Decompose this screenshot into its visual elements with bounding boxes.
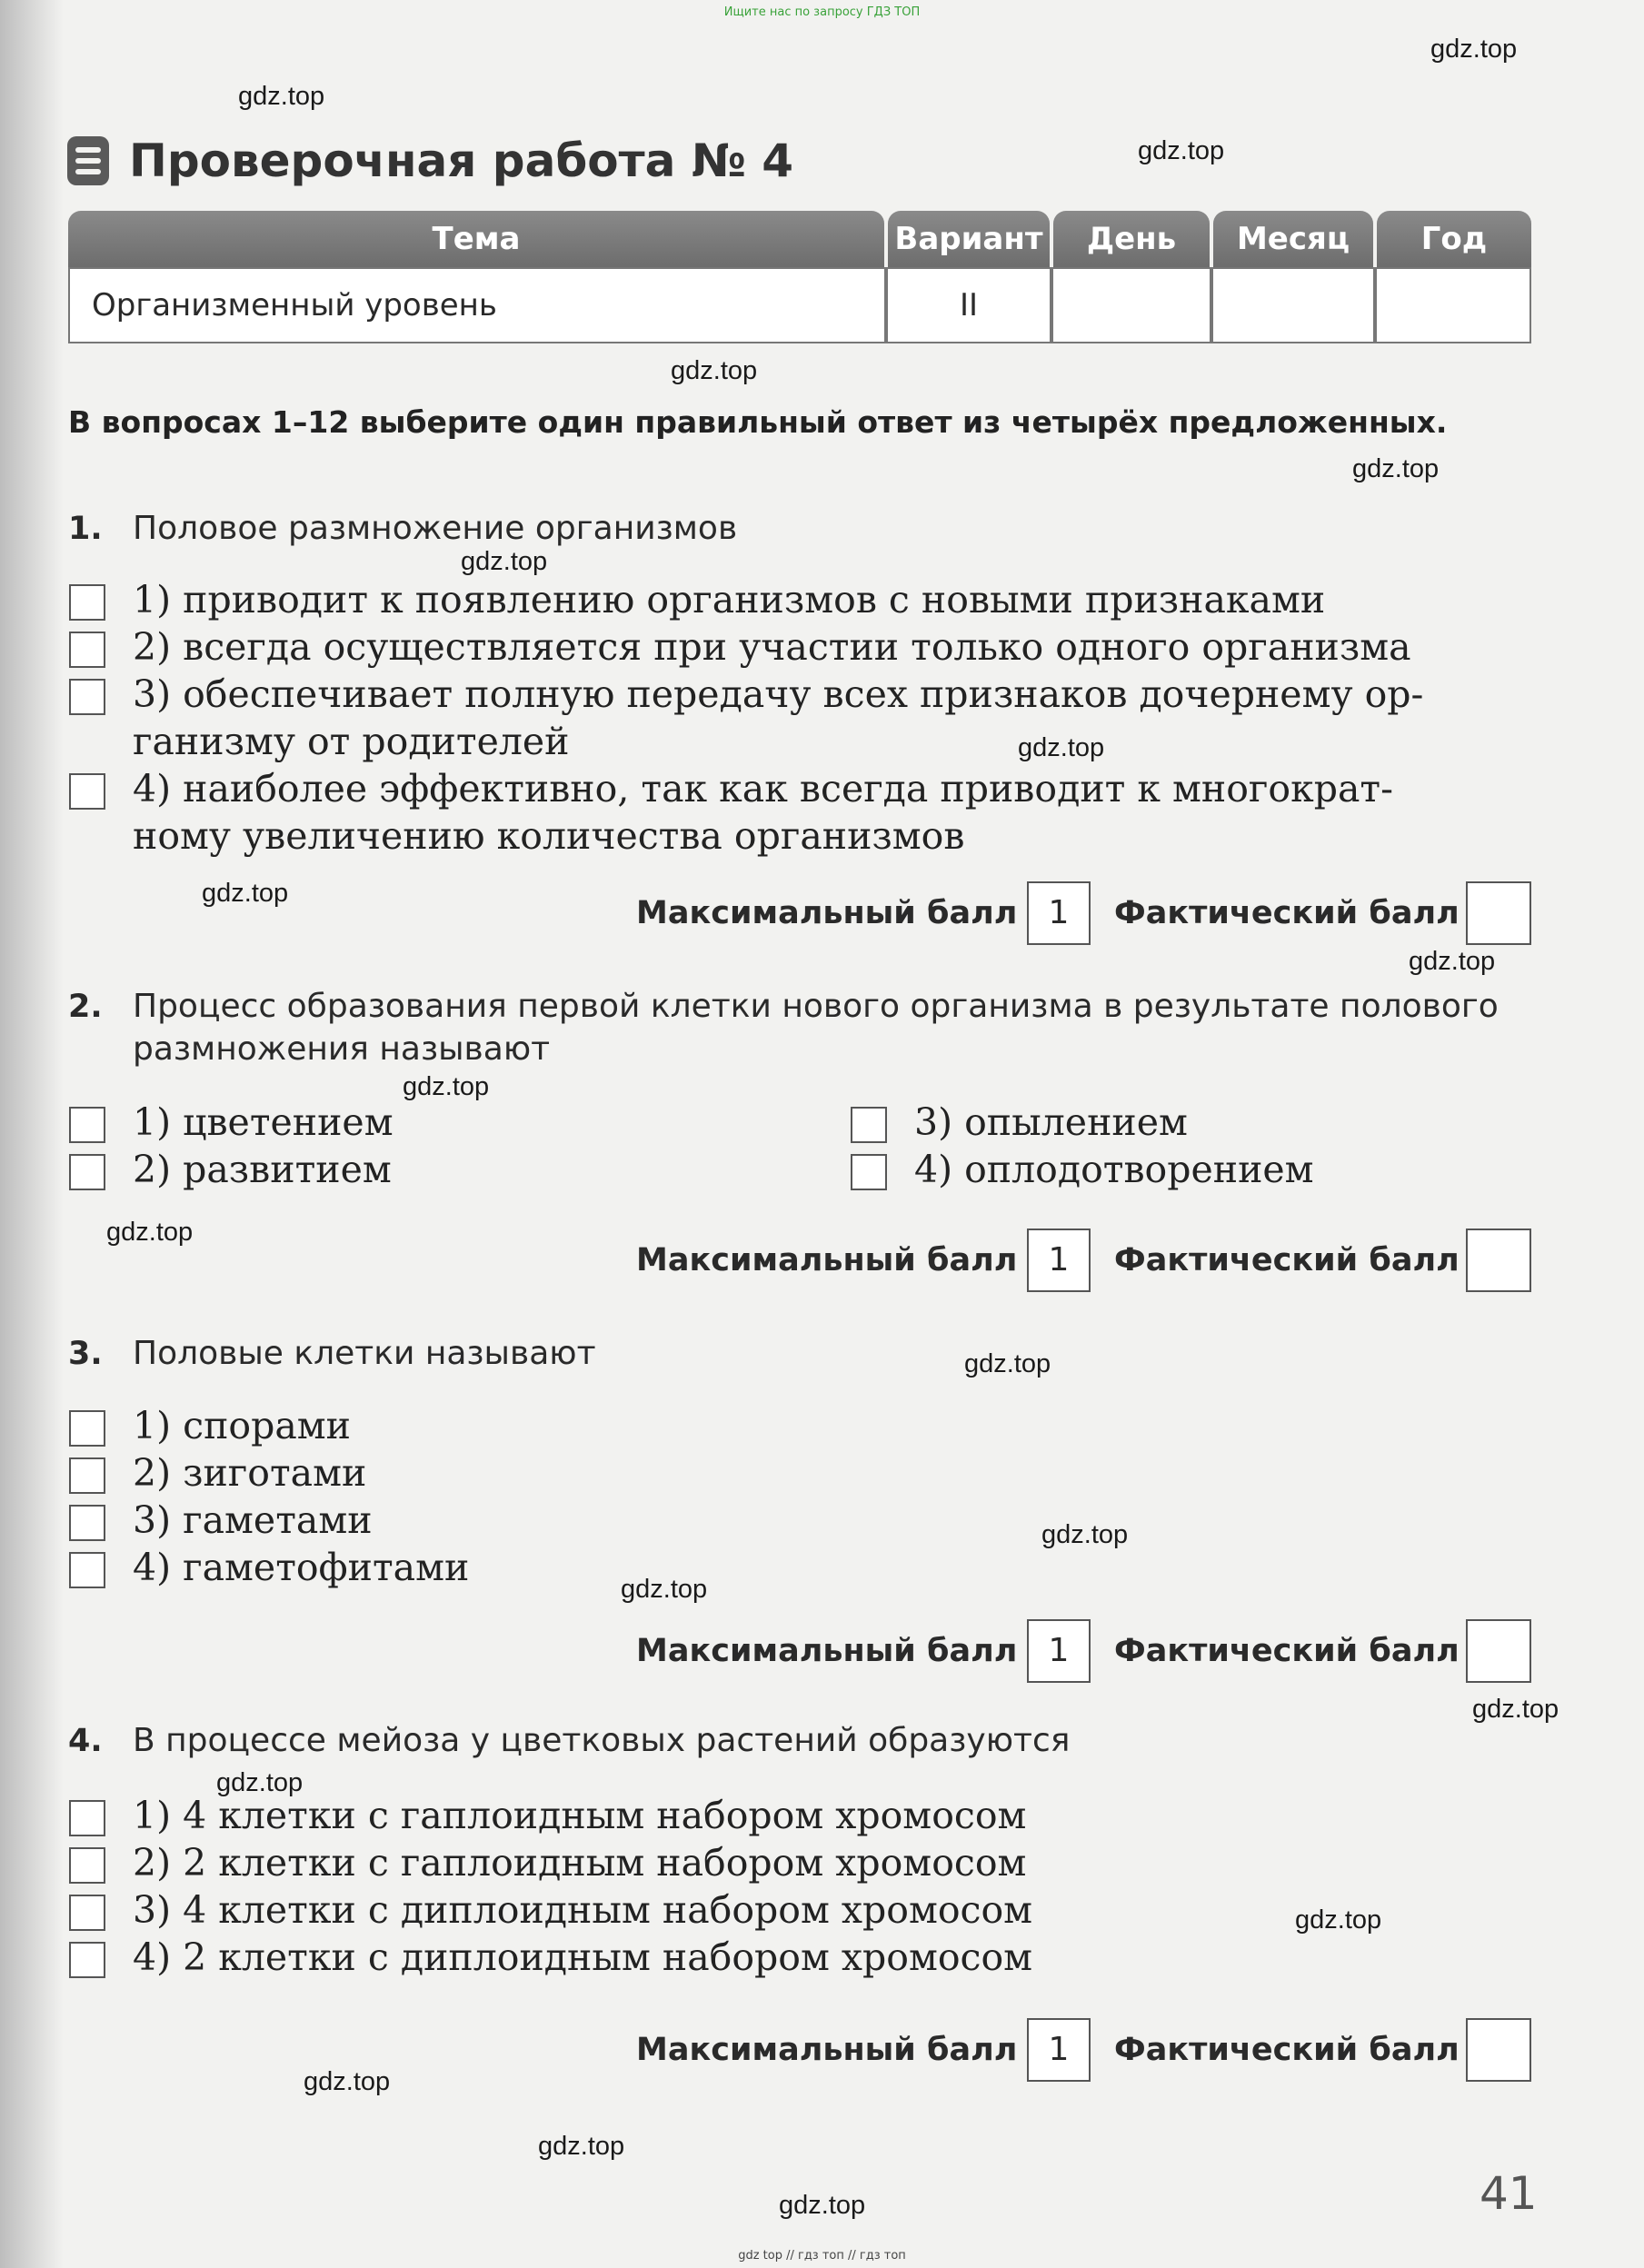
header-variant: Вариант xyxy=(888,211,1050,267)
watermark: gdz.top xyxy=(779,2191,866,2220)
max-score-value: 1 xyxy=(1027,881,1091,945)
answer-option: 2) развитием xyxy=(133,1148,392,1191)
max-score-label: Максимальный балл xyxy=(636,2032,1018,2068)
topic-value: Организменный уровень xyxy=(68,267,886,343)
answer-checkbox[interactable] xyxy=(69,1505,105,1541)
watermark: gdz.top xyxy=(1352,454,1440,483)
answer-option: 4) 2 клетки с диплоидным набором хромосом xyxy=(133,1935,1033,1979)
instructions: В вопросах 1–12 выберите один правильный ответ из четырёх предложенных. xyxy=(68,404,1448,440)
answer-option: 1) 4 клетки с гаплоидным набором хромосом xyxy=(133,1794,1027,1837)
answer-option: 3) обеспечивает полную передачу всех признаков дочернему ор- xyxy=(133,672,1424,716)
watermark: gdz.top xyxy=(1472,1695,1559,1724)
answer-checkbox[interactable] xyxy=(851,1107,887,1143)
answer-checkbox[interactable] xyxy=(69,1942,105,1978)
watermark: gdz.top xyxy=(304,2067,391,2096)
answer-option: 3) гаметами xyxy=(133,1498,373,1542)
answer-option: 4) наиболее эффективно, так как всегда приводит к многократ- xyxy=(133,767,1393,811)
variant-value: II xyxy=(886,267,1051,343)
answer-option: 2) 2 клетки с гаплоидным набором хромосом xyxy=(133,1841,1027,1885)
watermark: gdz.top xyxy=(1430,35,1518,64)
question-text: В процессе мейоза у цветковых растений образуются xyxy=(133,1722,1071,1759)
answer-option-continuation: ганизму от родителей xyxy=(133,720,570,763)
answer-checkbox[interactable] xyxy=(851,1154,887,1190)
bottom-banner: gdz top // гдз топ // гдз топ xyxy=(738,2249,906,2263)
actual-score-label: Фактический балл xyxy=(1114,1242,1460,1278)
watermark: gdz.top xyxy=(671,356,758,385)
answer-option: 1) спорами xyxy=(133,1404,351,1447)
question-number: 2. xyxy=(68,989,103,1025)
answer-checkbox[interactable] xyxy=(69,1154,105,1190)
page-shadow xyxy=(0,0,64,2268)
question-number: 1. xyxy=(68,511,103,547)
list-icon xyxy=(67,136,109,185)
actual-score-field[interactable] xyxy=(1466,2018,1531,2082)
month-field[interactable] xyxy=(1211,267,1375,343)
year-field[interactable] xyxy=(1375,267,1531,343)
watermark: gdz.top xyxy=(238,82,325,111)
page-title: Проверочная работа № 4 xyxy=(129,134,794,187)
watermark: gdz.top xyxy=(621,1575,708,1604)
answer-option: 2) всегда осуществляется при участии только одного организма xyxy=(133,625,1411,669)
header-table xyxy=(68,211,1531,345)
watermark: gdz.top xyxy=(202,879,289,908)
max-score-value: 1 xyxy=(1027,1228,1091,1292)
answer-option: 3) 4 клетки с диплоидным набором хромосом xyxy=(133,1888,1033,1932)
answer-checkbox[interactable] xyxy=(69,1847,105,1884)
max-score-label: Максимальный балл xyxy=(636,895,1018,931)
question-text: Половые клетки называют xyxy=(133,1335,596,1372)
answer-option: 1) цветением xyxy=(133,1100,394,1144)
actual-score-field[interactable] xyxy=(1466,1228,1531,1292)
actual-score-label: Фактический балл xyxy=(1114,1633,1460,1669)
actual-score-field[interactable] xyxy=(1466,1619,1531,1683)
header-month: Месяц xyxy=(1213,211,1373,267)
answer-checkbox[interactable] xyxy=(69,1107,105,1143)
watermark: gdz.top xyxy=(538,2132,625,2161)
answer-checkbox[interactable] xyxy=(69,1457,105,1494)
question-number: 4. xyxy=(68,1723,103,1759)
actual-score-field[interactable] xyxy=(1466,881,1531,945)
answer-option: 1) приводит к появлению организмов с новыми признаками xyxy=(133,578,1326,622)
max-score-label: Максимальный балл xyxy=(636,1242,1018,1278)
watermark: gdz.top xyxy=(1138,136,1225,165)
watermark: gdz.top xyxy=(1295,1905,1382,1935)
answer-checkbox[interactable] xyxy=(69,773,105,810)
page-number: 41 xyxy=(1480,2167,1538,2220)
watermark: gdz.top xyxy=(216,1768,304,1797)
answer-checkbox[interactable] xyxy=(69,1410,105,1447)
question-number: 3. xyxy=(68,1336,103,1372)
watermark: gdz.top xyxy=(1041,1520,1129,1549)
answer-checkbox[interactable] xyxy=(69,679,105,715)
question-text-continuation: размножения называют xyxy=(133,1030,551,1068)
day-field[interactable] xyxy=(1051,267,1211,343)
actual-score-label: Фактический балл xyxy=(1114,895,1460,931)
actual-score-label: Фактический балл xyxy=(1114,2032,1460,2068)
answer-option: 2) зиготами xyxy=(133,1451,367,1495)
max-score-label: Максимальный балл xyxy=(636,1633,1018,1669)
answer-option: 3) опылением xyxy=(914,1100,1188,1144)
answer-checkbox[interactable] xyxy=(69,1552,105,1588)
answer-option-continuation: ному увеличению количества организмов xyxy=(133,814,965,858)
answer-checkbox[interactable] xyxy=(69,1895,105,1931)
watermark: gdz.top xyxy=(106,1218,194,1247)
watermark: gdz.top xyxy=(461,547,548,576)
top-banner: Ищите нас по запросу ГДЗ ТОП xyxy=(723,5,921,19)
answer-checkbox[interactable] xyxy=(69,1800,105,1836)
header-day: День xyxy=(1053,211,1210,267)
answer-option: 4) оплодотворением xyxy=(914,1148,1314,1191)
watermark: gdz.top xyxy=(403,1072,490,1101)
header-year: Год xyxy=(1377,211,1531,267)
max-score-value: 1 xyxy=(1027,1619,1091,1683)
max-score-value: 1 xyxy=(1027,2018,1091,2082)
question-text: Процесс образования первой клетки нового организма в результате полового xyxy=(133,988,1499,1025)
answer-checkbox[interactable] xyxy=(69,632,105,668)
watermark: gdz.top xyxy=(1018,733,1105,762)
question-text: Половое размножение организмов xyxy=(133,510,738,547)
watermark: gdz.top xyxy=(1409,947,1496,976)
answer-checkbox[interactable] xyxy=(69,584,105,621)
watermark: gdz.top xyxy=(964,1349,1051,1378)
header-topic: Тема xyxy=(68,211,884,267)
answer-option: 4) гаметофитами xyxy=(133,1546,470,1589)
